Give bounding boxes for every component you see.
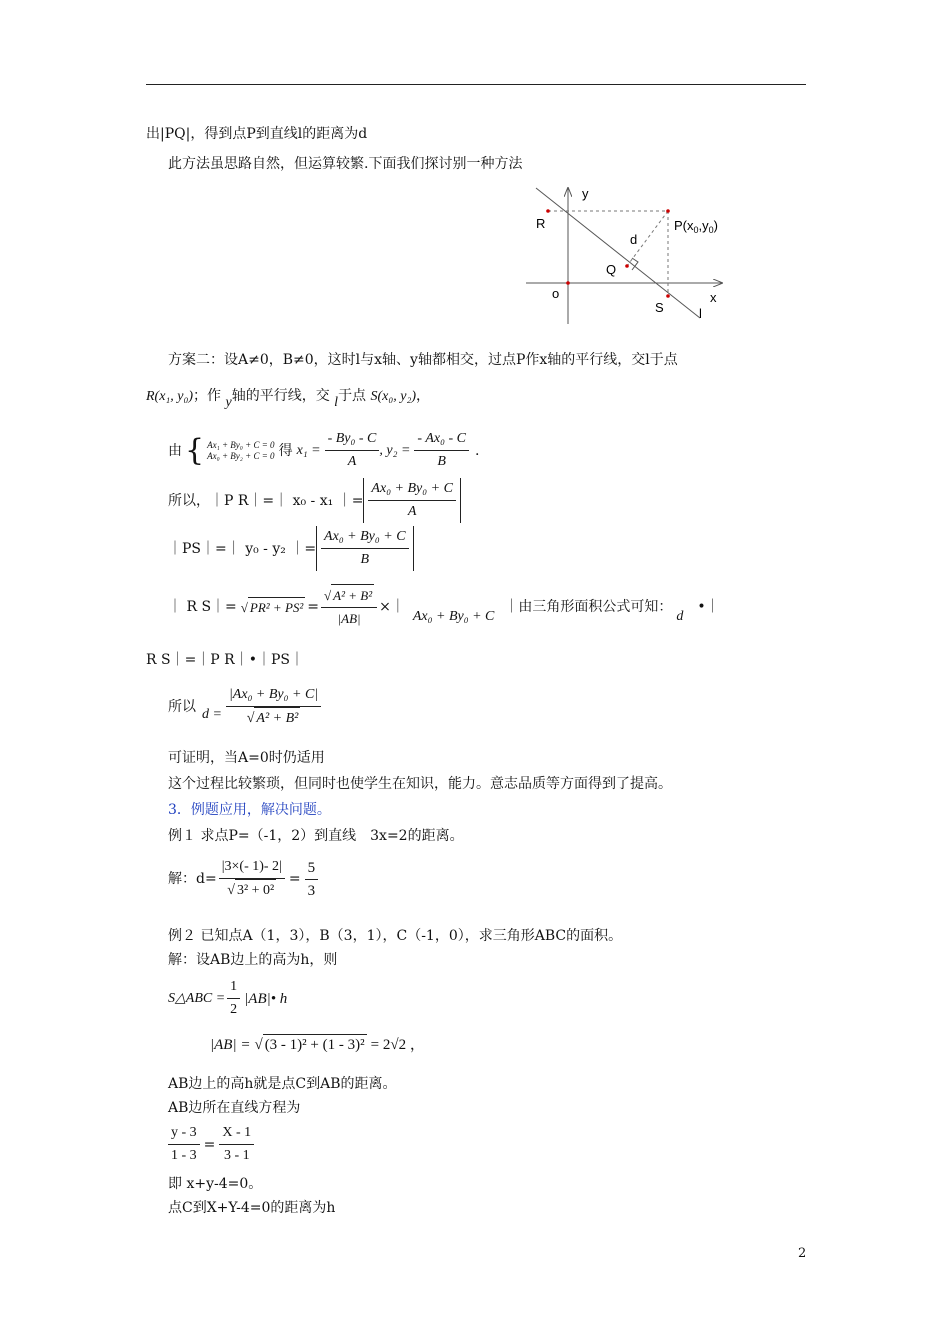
label-q: Q (606, 262, 617, 277)
plan2-line-1: 方案二：设A≠0，B≠0，这时l与x轴、y轴都相交，过点P作x轴的平行线，交l于点 (168, 352, 678, 368)
text-line-2: 此方法虽思路自然，但运算较繁.下面我们探讨别一种方法 (168, 156, 523, 172)
rs-line: ｜ R S｜= √ PR² + PS² = $\frac{\text{√ A² + B²}}{|AB|}$ ×｜ Ax₀ + By₀ + C ｜由三角形面积公式可知： d •｜ (168, 584, 720, 630)
label-s: S (655, 300, 664, 315)
last-line: 点C到X+Y-4=0的距离为h (168, 1200, 336, 1216)
proof-line: 可证明，当A=0时仍适用 (168, 750, 325, 766)
coordinate-figure (520, 182, 750, 328)
page-number: 2 (798, 1246, 807, 1261)
point-s (666, 294, 670, 298)
solution-1: 解：d= $\frac{|3\times(- 1)- 2|}{\text{√ 3² + 0²}}$ = $\frac{5}{3}$ (168, 856, 318, 902)
example-2: 例２ 已知点A（1，3），B（3，1），C（-1，0），求三角形ABC的面积。 (168, 928, 623, 944)
header-rule (146, 84, 806, 85)
solution-2-intro: 解：设AB边上的高为h，则 (168, 952, 338, 968)
d-formula-line: 所以 d = $\frac{\text{|Ax₀ + By₀ + C|}}{\text{√ A² + B²}}$ (168, 684, 321, 730)
ps-line: ｜PS｜=｜ y₀ - y₂ ｜= $\frac{\text{Ax₀ + By₀ + C}}{B}$ (168, 526, 414, 571)
height-line: AB边上的高h就是点C到AB的距离。 (168, 1076, 397, 1092)
rs-line-2: R S｜=｜P R｜•｜PS｜ (146, 652, 304, 668)
line-eq-heading: AB边所在直线方程为 (168, 1100, 301, 1116)
label-x: x (710, 290, 717, 305)
line-equation: $\frac{y - 3}{1 - 3}$ = $\frac{X - 1}{3 - 1}$ (168, 1122, 254, 1167)
pr-line: 所以，｜P R｜=｜ x₀ - x₁ ｜= $\frac{\text{Ax₀ + By₀ + C}}{A}$ (168, 478, 461, 523)
area-formula: S△ABC = $\frac{1}{2}$ |AB|• h (168, 976, 287, 1021)
system-line: 由 { Ax₁ + By₀ + C = 0 Ax₀ + By₂ + C = 0 得 x₁ = $\frac{\text{- By₀ - C}}{A}$ , y₂ = $\frac{\text{- Ax₀ - C}}{B}$ . (168, 428, 479, 473)
example-1: 例１ 求点P=（-1，2）到直线 3x=2的距离。 (168, 828, 464, 844)
label-o: o (552, 286, 560, 301)
point-o (566, 281, 570, 285)
label-d: d (630, 232, 638, 247)
line-l (536, 188, 700, 318)
ab-length: |AB| = √ (3 - 1)² + (1 - 3)² = 2√2 ， (210, 1034, 425, 1055)
point-p (666, 209, 670, 213)
label-y: y (582, 186, 589, 201)
process-line: 这个过程比较繁琐，但同时也使学生在知识，能力。意志品质等方面得到了提高。 (168, 776, 672, 792)
plan2-line-2: R(x₁, y₀)；作 y轴的平行线，交 l于点 S(x₀, y₂)， (146, 388, 431, 410)
label-r: R (536, 216, 546, 231)
section-3-heading: 3．例题应用，解决问题。 (168, 802, 331, 818)
point-q (625, 264, 629, 268)
text-line-1: 出|PQ|，得到点P到直线l的距离为d (146, 126, 368, 142)
point-r (546, 209, 550, 213)
label-l: l (699, 306, 702, 321)
that-is-line: 即 x+y-4=0。 (168, 1176, 263, 1192)
label-p: $P(x_0,y_0)$ (674, 218, 718, 235)
